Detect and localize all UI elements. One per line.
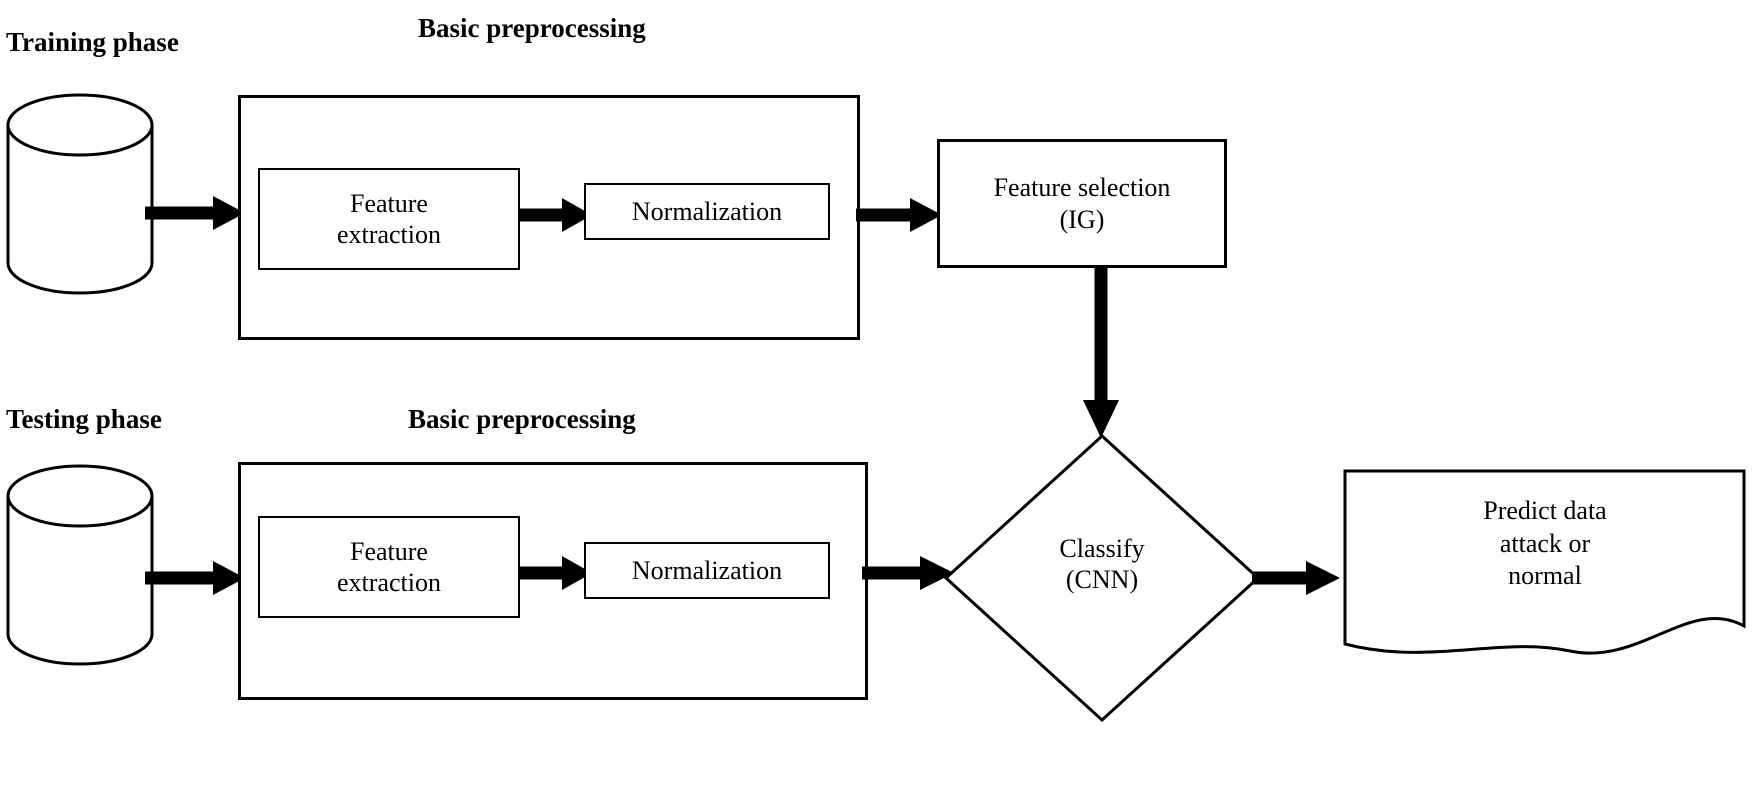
training-feature-extraction-label	[337, 188, 441, 250]
classify-line1: Classify	[1059, 534, 1145, 563]
feature-selection-line1: Feature selection	[993, 173, 1171, 203]
classify-line2: (CNN)	[1065, 565, 1139, 595]
feature-extraction-line2: extraction	[337, 568, 441, 597]
testing-normalization-label: Normalization	[631, 555, 783, 585]
testing-feature-extraction-label	[337, 536, 441, 598]
output-line3: normal	[1508, 561, 1582, 590]
feature-extraction-line2: extraction	[337, 220, 441, 249]
output-line2: attack or	[1499, 528, 1591, 558]
training-phase-label: Training phase	[6, 27, 179, 57]
arrow-classify-to-output	[1252, 553, 1352, 603]
testing-phase-label: Testing phase	[6, 404, 162, 434]
feature-selection-box	[937, 139, 1227, 268]
basic-preprocessing-label-bottom: Basic preprocessing	[408, 404, 636, 434]
training-normalization-box	[584, 183, 830, 240]
feature-selection-line2: (IG)	[1059, 204, 1105, 234]
basic-preprocessing-label-top: Basic preprocessing	[418, 13, 646, 43]
testing-feature-extraction-box	[258, 516, 520, 618]
arrow-feature-selection-to-classify	[1060, 266, 1140, 446]
feature-extraction-line1: Feature	[350, 536, 428, 566]
testing-normalization-box	[584, 542, 830, 599]
output-line1: Predict data	[1483, 496, 1607, 525]
training-normalization-label: Normalization	[631, 196, 783, 226]
output-label	[1345, 495, 1745, 593]
training-feature-extraction-box	[258, 168, 520, 270]
classify-label	[940, 533, 1264, 595]
feature-extraction-line1: Feature	[350, 188, 428, 218]
